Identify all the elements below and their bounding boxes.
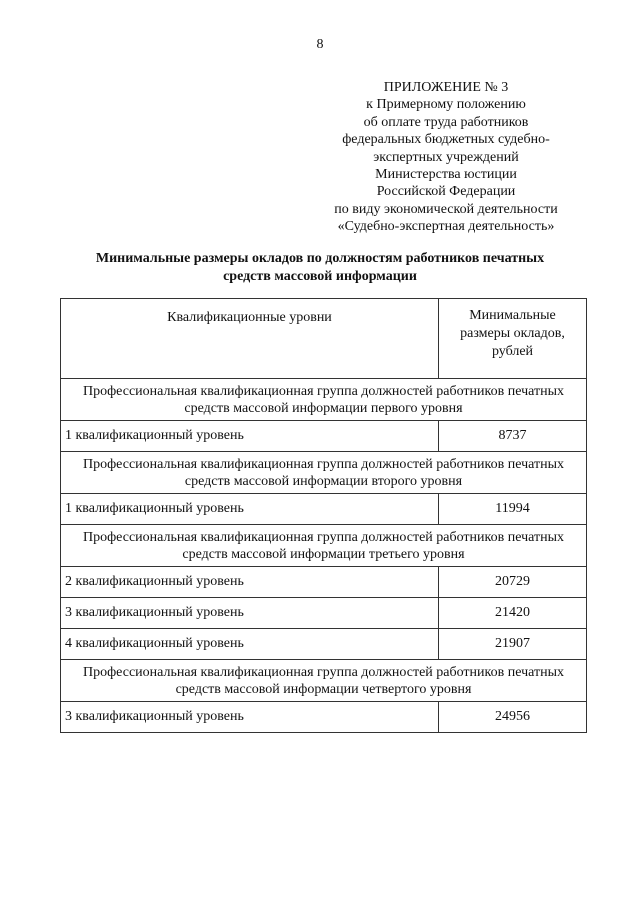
level-name-cell: 1 квалификационный уровень <box>61 421 439 452</box>
salary-value-cell: 11994 <box>439 494 587 525</box>
page-number: 8 <box>316 37 324 52</box>
table-row <box>61 421 587 452</box>
group-title-line: Профессиональная квалификационная группа должностей работников печатных <box>83 457 564 472</box>
level-name-cell: 4 квалификационный уровень <box>61 629 439 660</box>
salary-table <box>60 298 587 733</box>
table-row <box>61 567 587 598</box>
appendix-line: экспертных учреждений <box>373 149 519 165</box>
appendix-line: по виду экономической деятельности <box>334 201 558 217</box>
table-row <box>61 494 587 525</box>
header-min-salary-line: Минимальные <box>469 308 556 323</box>
group-header-row <box>61 452 587 494</box>
header-qualification-levels: Квалификационные уровни <box>61 299 439 379</box>
appendix-line: «Судебно-экспертная деятельность» <box>337 219 555 235</box>
group-title-line: Профессиональная квалификационная группа должностей работников печатных <box>83 530 564 545</box>
group-title <box>61 379 587 421</box>
appendix-line: ПРИЛОЖЕНИЕ № 3 <box>383 80 509 95</box>
header-min-salary-line: размеры окладов, <box>460 326 565 341</box>
group-title-line: средств массовой информации четвертого уровня <box>175 682 472 697</box>
group-header-row <box>61 525 587 567</box>
group-header-row <box>61 660 587 702</box>
group-title-line: средств массовой информации второго уровня <box>184 474 463 489</box>
level-name-cell: 1 квалификационный уровень <box>61 494 439 525</box>
group-title <box>61 660 587 702</box>
title-line: средств массовой информации <box>223 269 417 284</box>
document-title <box>60 250 580 286</box>
salary-value-cell: 20729 <box>439 567 587 598</box>
appendix-line: федеральных бюджетных судебно- <box>342 132 550 148</box>
salary-value-cell: 8737 <box>439 421 587 452</box>
group-title-line: средств массовой информации третьего уровня <box>182 547 465 562</box>
level-name-cell: 3 квалификационный уровень <box>61 598 439 629</box>
table-row <box>61 598 587 629</box>
group-title <box>61 525 587 567</box>
group-header-row <box>61 379 587 421</box>
header-min-salary <box>439 299 587 379</box>
table-row <box>61 702 587 733</box>
appendix-line: к Примерному положению <box>366 97 526 113</box>
appendix-line: Министерства юстиции <box>375 167 517 183</box>
group-title-line: Профессиональная квалификационная группа должностей работников печатных <box>83 384 564 399</box>
table-header-row <box>61 299 587 379</box>
title-line: Минимальные размеры окладов по должностям работников печатных <box>95 251 545 266</box>
salary-value-cell: 24956 <box>439 702 587 733</box>
header-min-salary-line: рублей <box>491 344 534 359</box>
salary-value-cell: 21907 <box>439 629 587 660</box>
group-title-line: средств массовой информации первого уровня <box>184 401 463 416</box>
appendix-line: об оплате труда работников <box>363 114 529 130</box>
appendix-block <box>306 79 586 236</box>
level-name-cell: 2 квалификационный уровень <box>61 567 439 598</box>
group-title-line: Профессиональная квалификационная группа должностей работников печатных <box>83 665 564 680</box>
group-title <box>61 452 587 494</box>
level-name-cell: 3 квалификационный уровень <box>61 702 439 733</box>
salary-value-cell: 21420 <box>439 598 587 629</box>
table-row <box>61 629 587 660</box>
appendix-line: Российской Федерации <box>376 184 516 200</box>
